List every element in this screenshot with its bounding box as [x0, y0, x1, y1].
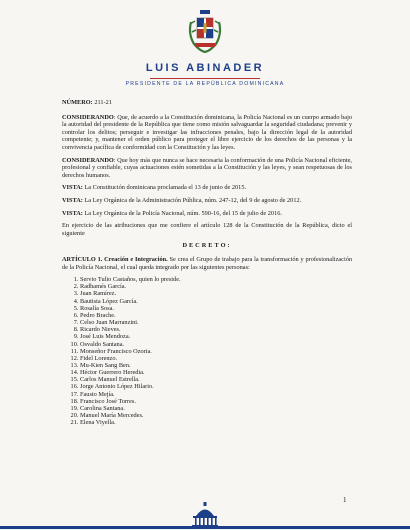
member-list-item: 2. Radhamés García. — [80, 283, 352, 290]
member-list-item: 6. Pedro Brache. — [80, 312, 352, 319]
vista-label: VISTA: — [62, 209, 83, 217]
member-list-item: 5. Rosalía Sosa. — [80, 305, 352, 312]
decree-number-value: 211-21 — [94, 99, 112, 106]
decreto-heading: DECRETO: — [182, 242, 232, 250]
member-list-item: 4. Bautista López García. — [80, 298, 352, 305]
articulo-1 — [62, 256, 352, 271]
member-list-item: 8. Ricardo Nieves. — [80, 326, 352, 333]
header-title: PRESIDENTE DE LA REPÚBLICA DOMINICANA — [125, 81, 285, 87]
decree-number — [62, 99, 352, 107]
considerando-2 — [62, 157, 352, 180]
vista-text: La Constitución dominicana proclamada el 13 de junio de 2015. — [82, 184, 247, 192]
member-list-item: 20. Manuel María Mercedes. — [80, 412, 352, 419]
header-name: LUIS ABINADER — [145, 62, 265, 74]
header-divider — [150, 78, 260, 79]
vista-text: La Ley Orgánica de la Policía Nacional, núm. 590-16, del 15 de julio de 2016. — [82, 209, 282, 217]
member-list — [62, 276, 352, 426]
member-list-item: 21. Elena Viyella. — [80, 419, 352, 426]
vista-1 — [62, 184, 352, 192]
vista-label: VISTA: — [62, 196, 83, 204]
member-list-item: 12. Fidel Lorenzo. — [80, 355, 352, 362]
member-list-item: 19. Carolina Santana. — [80, 405, 352, 412]
member-list-item: 11. Monseñor Francisco Ozoria. — [80, 348, 352, 355]
vista-text: La Ley Orgánica de la Administración Pública, núm. 247-12, del 9 de agosto de 2012. — [82, 196, 302, 204]
vista-2 — [62, 197, 352, 205]
considerando-label: CONSIDERANDO — [62, 113, 114, 121]
member-list-item: 10. Osvaldo Santana. — [80, 341, 352, 348]
vista-3 — [62, 210, 352, 218]
member-list-item: 16. Jorge Antonio López Hilario. — [80, 383, 352, 390]
considerando-text: : Que, de acuerdo a la Constitución dominicana, la Policía Nacional es un cuerpo armado bajo la autoridad del presidente de la República que tiene como misión salvaguardar la seguridad ciudadana; prevenir y controlar los delitos; perseguir e investigar las infracciones penales, bajo la dirección legal de la autoridad competente; y, mantener el orden público para proteger el libre ejercicio de los derechos de las personas y la convivencia pacífica de conformidad con la Constitución y las leyes. — [62, 113, 352, 151]
coat-of-arms-icon — [186, 8, 224, 54]
decree-number-label: NÚMERO: — [62, 99, 93, 106]
member-list-item: 9. José Luis Mendoza. — [80, 333, 352, 340]
member-list-item: 14. Héctor Guerrero Heredia. — [80, 369, 352, 376]
articulo-label: ARTÍCULO 1. Creación e Integración. — [62, 255, 168, 263]
considerando-text: : Que hoy más que nunca se hace necesaria la conformación de una Policía Nacional eficiente, profesional y confiable, cuyas actuaciones estén sometidas a la Constitución y las leyes, y sean respetuosas de los derechos humanos. — [62, 156, 352, 179]
member-list-item: 13. Mu-Kien Sang Ben. — [80, 362, 352, 369]
member-list-item: 7. Celso Juan Marranzini. — [80, 319, 352, 326]
considerando-label: CONSIDERANDO — [62, 156, 114, 164]
vista-label: VISTA: — [62, 184, 83, 192]
footer-bar — [0, 526, 410, 529]
considerando-1 — [62, 114, 352, 152]
member-list-item: 3. Juan Ramírez. — [80, 290, 352, 297]
document-body — [62, 99, 352, 426]
member-list-item: 1. Servio Tulio Castaños, quien lo preside. — [80, 276, 352, 283]
member-list-item: 15. Carlos Manuel Estrella. — [80, 376, 352, 383]
member-list-item: 18. Francisco José Torres. — [80, 398, 352, 405]
articulo-text: Se crea el Grupo de trabajo para la transformación y profesionalización de la Policía Nacional, el cual queda integrado por las siguientes personas: — [62, 255, 352, 271]
member-list-item: 17. Fausto Mejía. — [80, 391, 352, 398]
ejercicio-paragraph: En ejercicio de las atribuciones que me confiere el artículo 128 de la Constitución de la República, dicto el siguiente — [62, 222, 352, 237]
page-number: 1 — [343, 496, 347, 504]
palace-emblem-icon — [190, 502, 220, 528]
